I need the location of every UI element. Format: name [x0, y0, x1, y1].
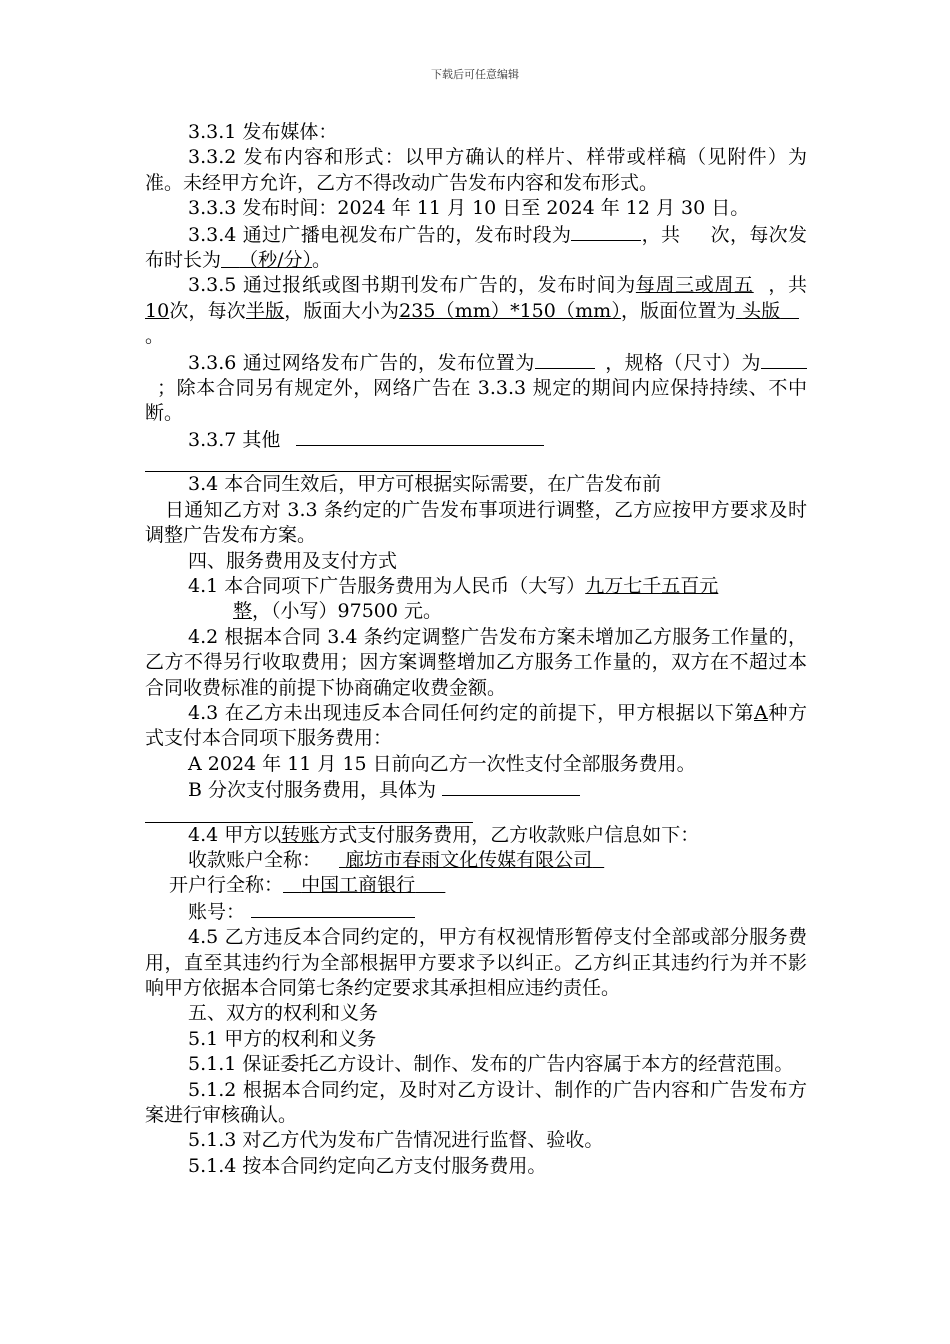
account-number-blank [251, 899, 415, 918]
contract-body [145, 120, 807, 1179]
section-5-heading: 五、双方的权利和义务 [188, 1002, 379, 1025]
bank-name-row: 开户行全称： 中国工商银行 [145, 873, 807, 898]
publish-time-value: 每周三或周五 [635, 274, 754, 297]
clause-4-5: 4.5 乙方违反本合同约定的，甲方有权视情形暂停支付全部或部分服务费用，直至其违约行为全部根据甲方要求予以纠正。乙方纠正其违约行为并不影响甲方依据本合同第七条约定要求其承担相应违约责任。 [145, 926, 807, 999]
bank-name-value: 中国工商银行 [301, 874, 416, 897]
fee-uppercase-value: 九万七千五百元 [585, 574, 719, 597]
clause-4-3: 4.3 在乙方未出现违反本合同任何约定的前提下，甲方根据以下第A种方式支付本合同项下服务费用： [145, 701, 807, 750]
other-blank-continued [145, 453, 451, 472]
clause-3-3-3: 3.3.3 发布时间：2024 年 11 月 10 日至 2024 年 12 月 30 日。 [188, 197, 750, 220]
clause-5-1-2: 5.1.2 根据本合同约定，及时对乙方设计、制作的广告内容和广告发布方案进行审核确认。 [145, 1078, 807, 1127]
other-blank [296, 427, 544, 446]
page-header: 下载后可任意编辑 [431, 68, 519, 81]
clause-3-4-line1: 3.4 本合同生效后，甲方可根据实际需要，在广告发布前 [188, 473, 662, 496]
clause-3-3-1: 3.3.1 发布媒体： [188, 121, 338, 143]
page-size-type-value: 半版 [245, 299, 285, 322]
clause-5-1-4: 5.1.4 按本合同约定向乙方支付服务费用。 [188, 1154, 547, 1177]
installment-blank [442, 777, 580, 796]
page-dimension-value: 235（mm）*150（mm） [399, 299, 621, 322]
web-size-blank [761, 350, 807, 369]
installment-blank-continued [145, 804, 473, 823]
clause-5-1-3: 5.1.3 对乙方代为发布广告情况进行监督、验收。 [188, 1129, 604, 1152]
payment-method-value: 转账 [281, 823, 320, 846]
clause-5-1-1: 5.1.1 保证委托乙方设计、制作、发布的广告内容属于本方的经营范围。 [188, 1053, 794, 1076]
clause-3-3-7: 3.3.7 其他 [145, 427, 807, 453]
payment-option-b: B 分次支付服务费用，具体为 [145, 777, 807, 803]
clause-3-3-4: 3.3.4 通过广播电视发布广告的，发布时段为 ，共 次，每次发布时长为 （秒/分）。 [145, 223, 807, 272]
clause-4-2: 4.2 根据本合同 3.4 条约定调整广告发布方案未增加乙方服务工作量的，乙方不得另行收取费用；因方案调整增加乙方服务工作量的，双方在不超过本合同收费标准的前提下协商确定收费金额。 [145, 625, 807, 699]
clause-3-4-line2: 日通知乙方对 3.3 条约定的广告发布事项进行调整，乙方应按甲方要求及时调整广告发布方案。 [145, 498, 807, 547]
clause-3-3-6: 3.3.6 通过网络发布广告的，发布位置为 ，规格（尺寸）为；除本合同另有规定外，网络广告在 3.3.3 规定的期间内应保持持续、不中断。 [145, 351, 807, 425]
clause-4-1-cont: 整，（小写）97500 元。 [233, 600, 442, 623]
payment-option-a: A 2024 年 11 月 15 日前向乙方一次性支付全部服务费用。 [188, 752, 696, 775]
fee-uppercase-value-end: 整 [233, 600, 253, 623]
publish-count-value: 10 [145, 299, 170, 322]
page-position-value: 头版 [742, 299, 781, 322]
time-slot-blank [571, 222, 641, 241]
duration-blank: （秒/分） [239, 249, 313, 272]
account-name-row: 收款账户全称： 廊坊市春雨文化传媒有限公司 [145, 848, 807, 873]
clause-3-3-5: 3.3.5 通过报纸或图书期刊发布广告的，发布时间为每周三或周五 ，共10次，每次半版，版面大小为235（mm）*150（mm），版面位置为 头版 。 [145, 274, 807, 348]
account-name-value: 廊坊市春雨文化传媒有限公司 [345, 848, 593, 871]
clause-5-1: 5.1 甲方的权利和义务 [188, 1027, 377, 1050]
clause-3-3-2: 3.3.2 发布内容和形式：以甲方确认的样片、样带或样稿（见附件）为准。未经甲方允许，乙方不得改动广告发布内容和发布形式。 [145, 146, 807, 194]
clause-4-1: 4.1 本合同项下广告服务费用为人民币（大写）九万七千五百元 [188, 574, 719, 597]
account-number-row: 账号： [145, 899, 807, 925]
section-4-heading: 四、服务费用及支付方式 [188, 549, 398, 572]
clause-4-4: 4.4 甲方以转账方式支付服务费用，乙方收款账户信息如下： [188, 823, 700, 846]
payment-option-value: A [754, 701, 768, 724]
web-position-blank [535, 350, 595, 369]
